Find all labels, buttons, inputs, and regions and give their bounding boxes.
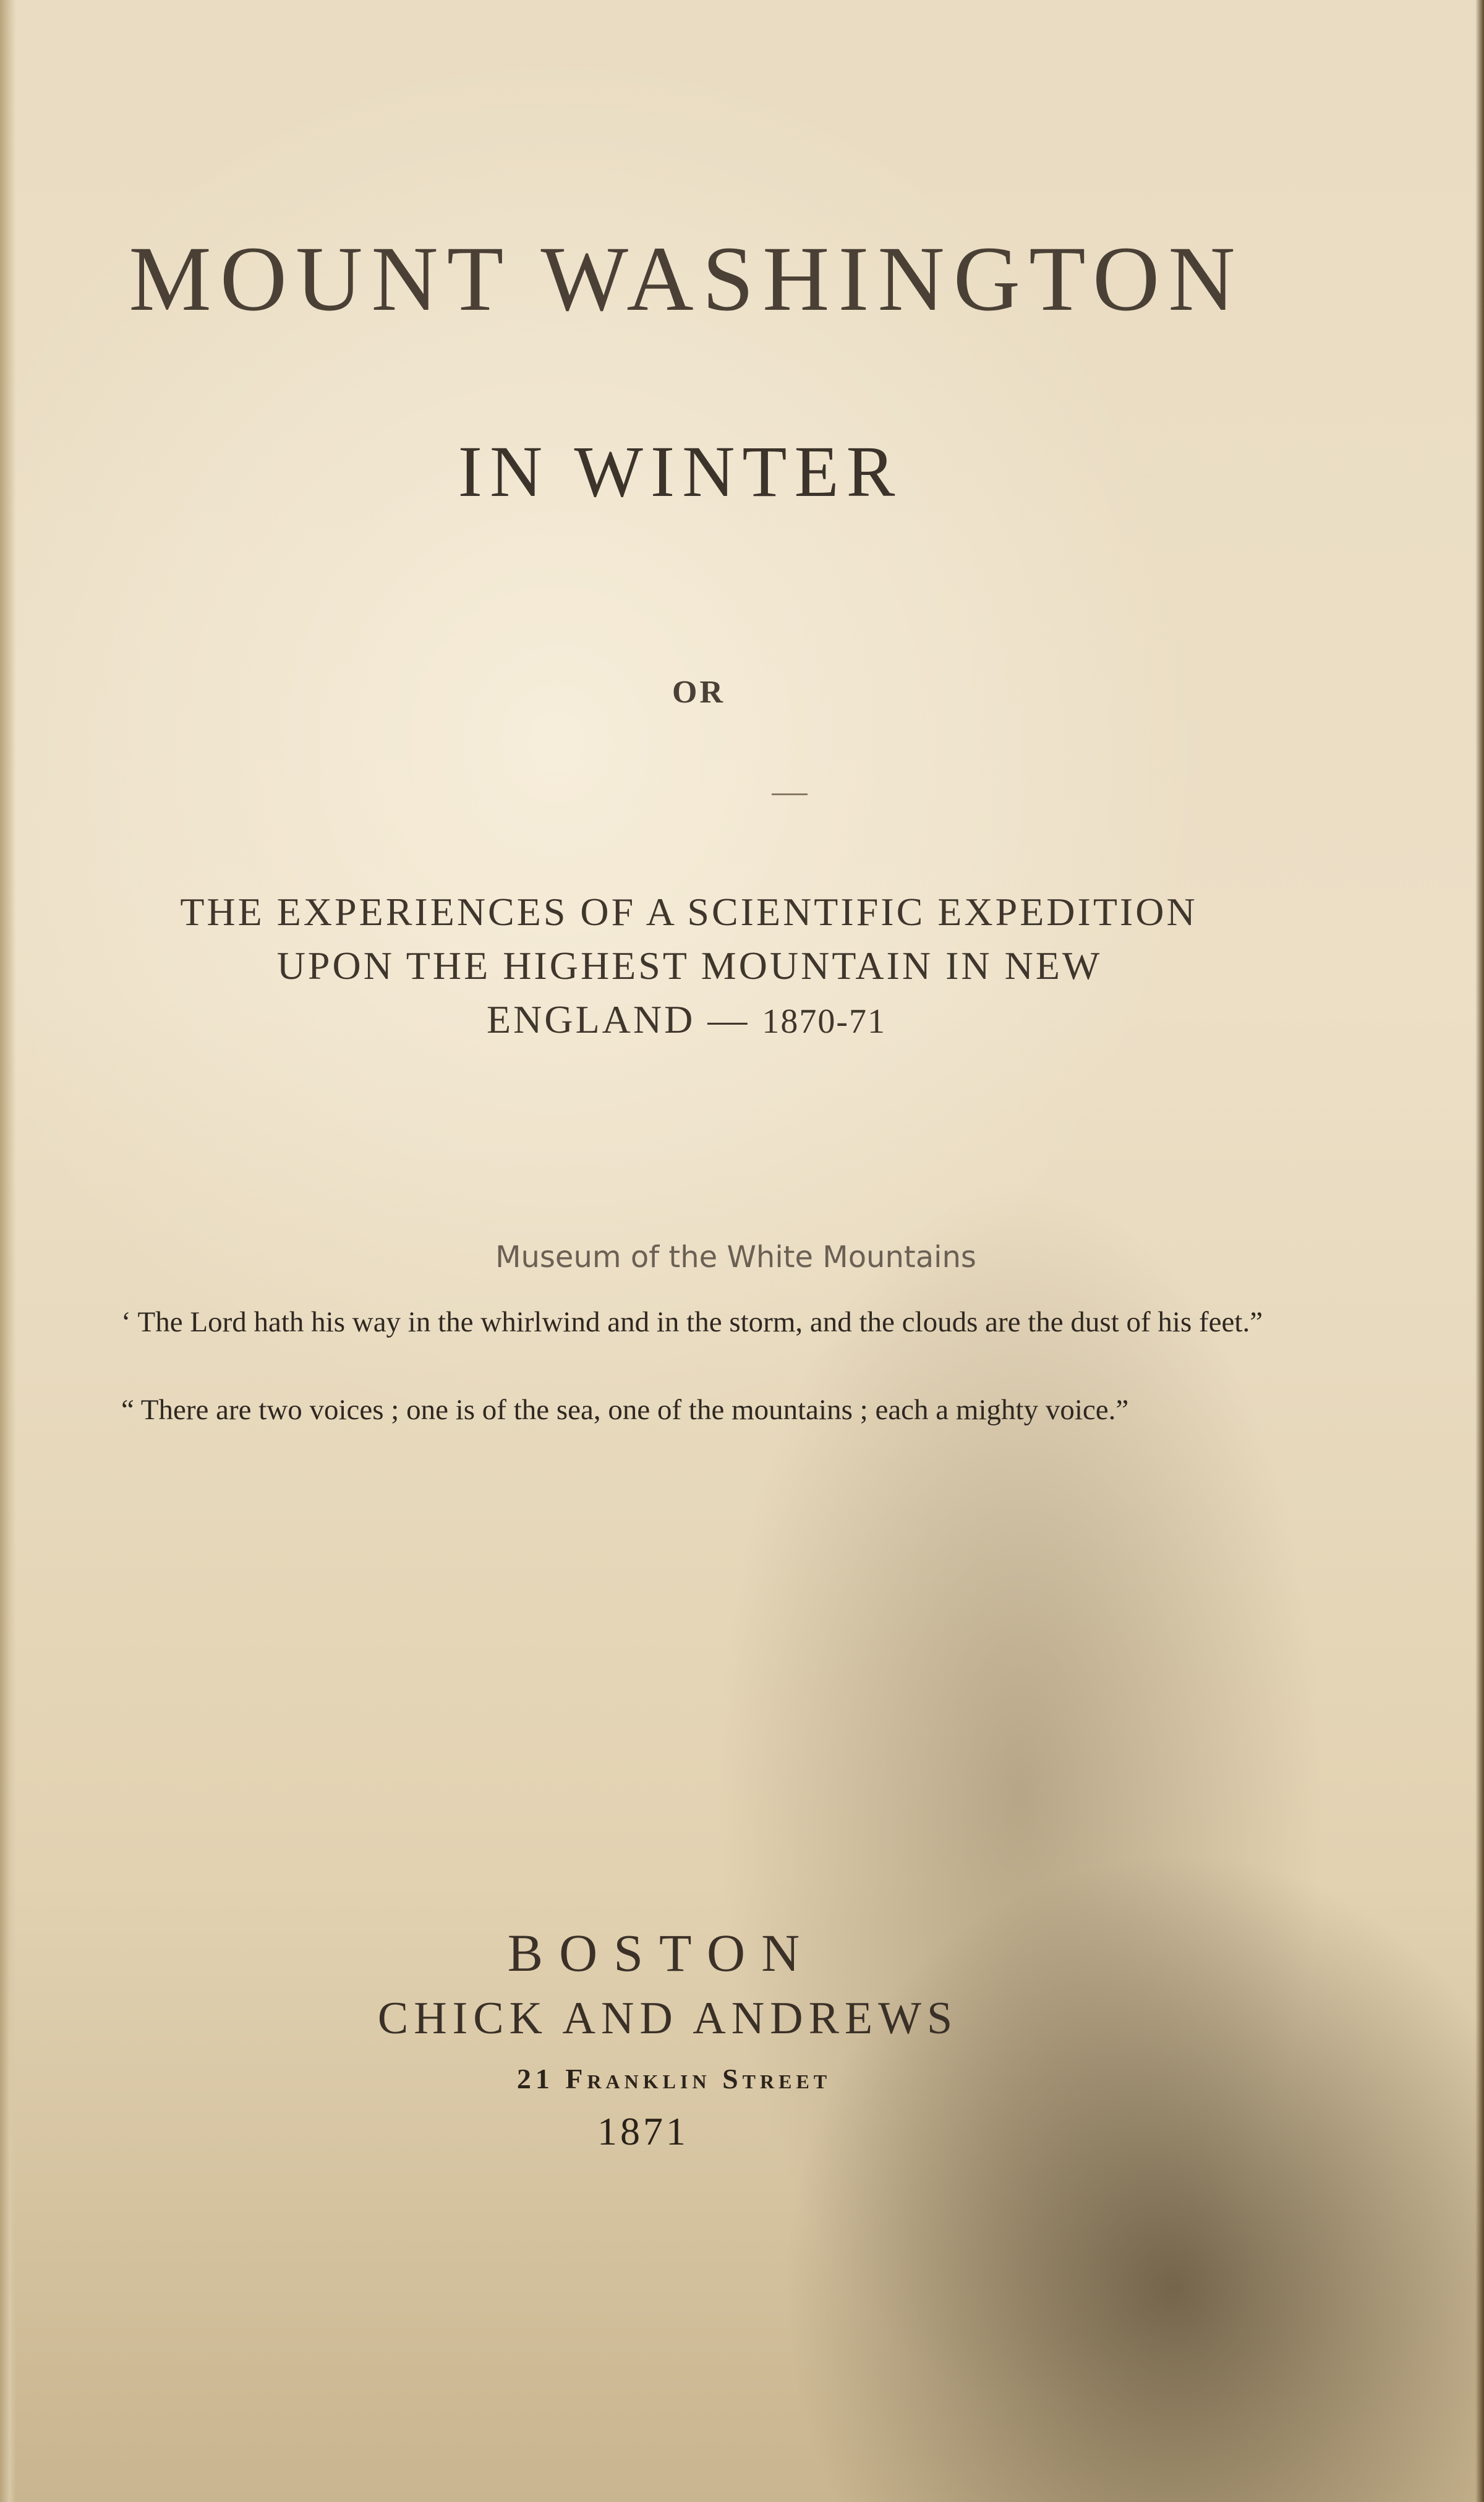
alternate-title-connector: OR <box>672 675 725 710</box>
imprint-publisher: CHICK AND ANDREWS <box>377 1993 958 2044</box>
alternate-title-line-3-text: ENGLAND — <box>487 997 762 1041</box>
imprint-city: BOSTON <box>507 1923 816 1983</box>
epigraph-2: “ There are two voices ; one is of the sea, one of the mountains ; each a mighty voice.” <box>121 1394 1129 1426</box>
alternate-title-line-3 <box>0 997 1428 1043</box>
alternate-title-line-2: UPON THE HIGHEST MOUNTAIN IN NEW <box>276 944 1102 988</box>
expedition-years: 1870-71 <box>762 1002 886 1041</box>
divider-rule <box>772 793 808 795</box>
book-title: MOUNT WASHINGTON <box>129 228 1244 330</box>
imprint-address: 21 Franklin Street <box>516 2063 832 2094</box>
imprint-year: 1871 <box>597 2109 689 2153</box>
alternate-title-line-1: THE EXPERIENCES OF A SCIENTIFIC EXPEDITION <box>180 890 1198 934</box>
epigraph-1: ‘ The Lord hath his way in the whirlwind and in the storm, and the clouds are the dust of his feet.” <box>121 1306 1263 1338</box>
book-title-subtitle: IN WINTER <box>458 431 903 512</box>
museum-watermark: Museum of the White Mountains <box>495 1240 976 1274</box>
